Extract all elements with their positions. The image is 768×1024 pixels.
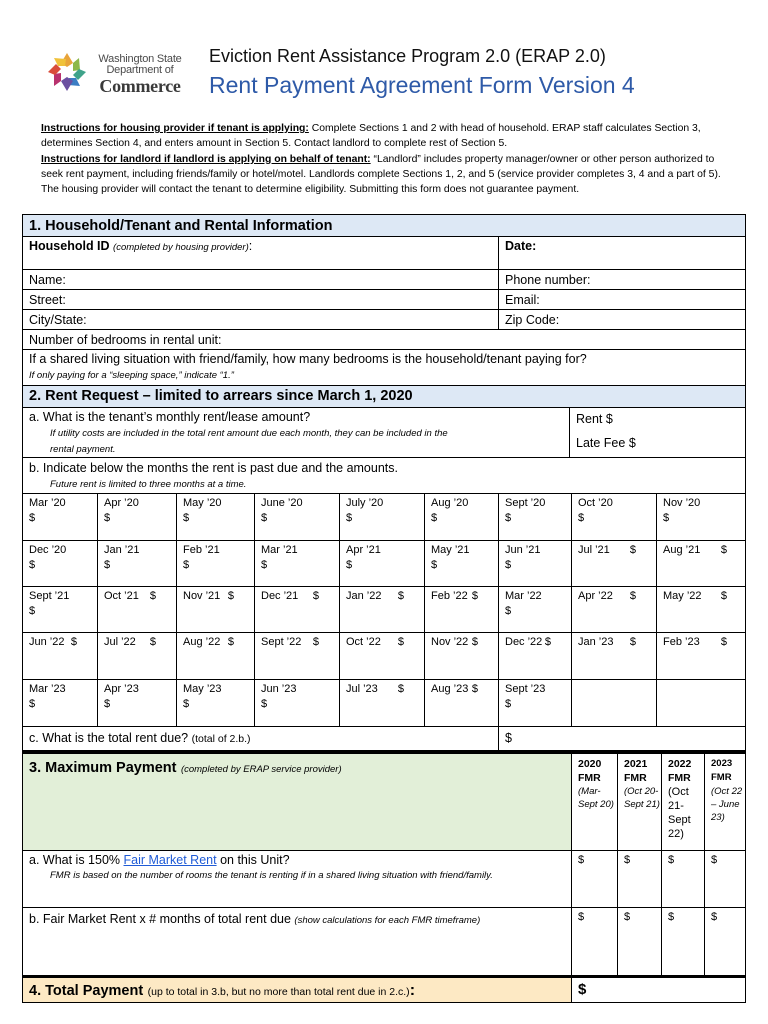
total-rent-question: c. What is the total rent due?: [29, 731, 189, 745]
month-dollar-sign: $: [720, 636, 727, 648]
form-title: Rent Payment Agreement Form Version 4: [209, 72, 635, 98]
month-dollar-sign: $: [312, 590, 319, 602]
month-label: Jan ’21: [104, 544, 140, 556]
month-dollar-sign: $: [505, 698, 512, 710]
fmr-2021-year: 2021: [624, 758, 648, 770]
months-row: [22, 680, 746, 727]
month-amount-field[interactable]: [23, 494, 97, 540]
shared-bedrooms-note: If only paying for a “sleeping space,” indicate “1.”: [29, 370, 234, 381]
logo-line-2: Department of: [106, 64, 174, 76]
fmr-2023-label: FMR: [711, 772, 732, 783]
months-row: [22, 633, 746, 680]
month-dollar-sign: $: [629, 636, 636, 648]
fmr-months-2021-dollar: $: [624, 911, 631, 923]
fmr-150-prefix: a. What is 150%: [29, 853, 124, 867]
month-amount-field[interactable]: [339, 587, 424, 632]
month-amount-field[interactable]: [97, 541, 176, 586]
landlord-instructions-text: “Landlord” includes property manager/owner or other person authorized to seek rent payment, including friends/family or hotel/motel. Landlords complete Sections 1, 2, and 5 (service provider completes 3, 4 and a part of 5). The housing provider will contact the tenant to determine eligibility. Submitting this form does not guarantee payment.: [41, 153, 721, 196]
fmr-2021-period: (Oct 20-Sept 21): [624, 786, 660, 810]
monthly-rent-note-1: If utility costs are included in the total rent amount due each month, they can be included in the: [50, 428, 448, 439]
month-amount-field[interactable]: [339, 541, 424, 586]
logo-wordmark: [90, 54, 190, 95]
month-label: Sept ’23: [505, 683, 546, 695]
month-label: Dec ’20: [29, 544, 67, 556]
month-label: Aug ’23: [431, 683, 469, 695]
month-dollar-sign: $: [629, 590, 636, 602]
month-label: Jul ’21: [578, 544, 610, 556]
month-amount-field[interactable]: [498, 633, 571, 679]
month-label: Mar ’22: [505, 590, 542, 602]
month-amount-field[interactable]: [656, 587, 747, 632]
month-amount-field[interactable]: [498, 541, 571, 586]
month-label: Nov ’21: [183, 590, 221, 602]
landlord-instructions: [41, 152, 731, 198]
month-amount-field[interactable]: [498, 494, 571, 540]
fmr-months-note: (show calculations for each FMR timeframe): [294, 915, 481, 926]
month-label: Oct ’22: [346, 636, 381, 648]
month-dollar-sign: $: [29, 512, 36, 524]
past-due-note: Future rent is limited to three months at a time.: [50, 479, 247, 490]
month-label: Jun ’22: [29, 636, 65, 648]
rent-amount-label: Rent $: [576, 412, 613, 426]
landlord-instructions-lead: Instructions for landlord if landlord is applying on behalf of tenant:: [41, 153, 371, 165]
month-dollar-sign: $: [629, 544, 636, 556]
month-label: Oct ’21: [104, 590, 139, 602]
month-amount-field[interactable]: [656, 541, 747, 586]
past-due-months-header: [22, 458, 746, 494]
month-dollar-sign: $: [70, 636, 77, 648]
fmr-2022-label: FMR: [668, 772, 691, 784]
fmr-150-2021-field[interactable]: [617, 851, 661, 907]
month-label: Sept ’22: [261, 636, 302, 648]
month-label: Feb ’22: [431, 590, 468, 602]
shared-bedrooms-question: If a shared living situation with friend/family, how many bedrooms is the household/tenant paying for?: [29, 352, 587, 366]
fmr-months-2020-dollar: $: [578, 911, 585, 923]
fmr-2022-period: (Oct 21-Sept 22): [668, 786, 691, 840]
month-label: May ’22: [663, 590, 702, 602]
monthly-rent-question-cell: [23, 408, 569, 457]
section2-title: 2. Rent Request – limited to arrears since March 1, 2020: [29, 388, 413, 404]
household-id-field[interactable]: [23, 237, 498, 269]
month-dollar-sign: $: [261, 559, 268, 571]
month-amount-field[interactable]: [23, 633, 97, 679]
month-dollar-sign: $: [578, 512, 585, 524]
month-dollar-sign: $: [471, 683, 478, 695]
month-amount-field[interactable]: [424, 494, 498, 540]
city-row: [22, 310, 746, 330]
month-amount-field[interactable]: [23, 541, 97, 586]
month-dollar-sign: $: [261, 698, 268, 710]
phone-field[interactable]: [498, 270, 747, 289]
section3-header-row: [22, 751, 746, 851]
tenant-instructions-text: Complete Sections 1 and 2 with head of household. ERAP staff calculates Section 3, determines Section 4, and enters amount in Section 5. Contact landlord to complete rest of Section 5.: [41, 123, 701, 150]
email-label: Email:: [505, 293, 540, 307]
month-label: Jul ’22: [104, 636, 136, 648]
section4-colon: :: [409, 982, 416, 999]
month-dollar-sign: $: [183, 559, 190, 571]
month-dollar-sign: $: [104, 559, 111, 571]
month-dollar-sign: $: [29, 605, 36, 617]
tenant-instructions: [41, 121, 731, 152]
month-amount-field[interactable]: [424, 680, 498, 726]
program-title: Eviction Rent Assistance Program 2.0 (ERAP 2.0): [209, 46, 606, 66]
month-dollar-sign: $: [397, 590, 404, 602]
months-row: [22, 541, 746, 587]
month-amount-field[interactable]: [97, 587, 176, 632]
fmr-150-note: FMR is based on the number of rooms the tenant is renting if in a shared living situation with friend/family.: [50, 870, 493, 881]
section3-title-cell: [23, 754, 571, 850]
fmr-150-row: [22, 851, 746, 908]
month-label: Nov ’22: [431, 636, 469, 648]
month-amount-field[interactable]: [571, 494, 656, 540]
fair-market-rent-link[interactable]: Fair Market Rent: [123, 853, 217, 867]
total-rent-dollar: $: [505, 731, 512, 745]
late-fee-label: Late Fee $: [576, 436, 636, 450]
month-dollar-sign: $: [261, 512, 268, 524]
month-label: Apr ’21: [346, 544, 381, 556]
month-amount-field[interactable]: [176, 680, 254, 726]
month-dollar-sign: $: [505, 559, 512, 571]
total-rent-question-cell: [23, 727, 498, 750]
month-amount-field[interactable]: [498, 680, 571, 726]
shared-bedrooms-row[interactable]: [22, 350, 746, 386]
city-state-field[interactable]: [23, 310, 498, 329]
month-dollar-sign: $: [29, 698, 36, 710]
month-label: Jun ’23: [261, 683, 297, 695]
fmr-150-2020-dollar: $: [578, 854, 585, 866]
month-label: Jun ’21: [505, 544, 541, 556]
fmr-150-question-cell: [23, 851, 571, 907]
month-dollar-sign: $: [183, 512, 190, 524]
total-rent-row: [22, 727, 746, 751]
month-dollar-sign: $: [149, 590, 156, 602]
month-amount-field[interactable]: [498, 587, 571, 632]
fmr-months-2023-field[interactable]: [704, 908, 747, 975]
zip-field[interactable]: [498, 310, 747, 329]
section4-row: [22, 978, 746, 1003]
fmr-2022-year: 2022: [668, 758, 692, 770]
month-amount-field[interactable]: [424, 541, 498, 586]
month-label: Jul ’23: [346, 683, 378, 695]
month-label: May ’21: [431, 544, 470, 556]
fmr-months-question: b. Fair Market Rent x # months of total rent due: [29, 912, 291, 926]
month-label: Dec ’21: [261, 590, 299, 602]
month-amount-field[interactable]: [254, 680, 339, 726]
fmr-150-2022-field[interactable]: [661, 851, 704, 907]
total-payment-field[interactable]: [571, 978, 747, 1002]
month-amount-field[interactable]: [254, 494, 339, 540]
household-id-colon: :: [248, 239, 253, 253]
month-dollar-sign: $: [505, 512, 512, 524]
month-dollar-sign: $: [149, 636, 156, 648]
month-label: Oct ’20: [578, 497, 613, 509]
fmr-2023-year: 2023: [711, 758, 733, 769]
month-amount-field[interactable]: [424, 633, 498, 679]
month-amount-field[interactable]: [424, 587, 498, 632]
fmr-months-question-cell: [23, 908, 571, 975]
months-row: [22, 587, 746, 633]
month-label: Apr ’23: [104, 683, 139, 695]
month-label: Mar ’23: [29, 683, 66, 695]
page-header: [0, 0, 768, 118]
month-label: Aug ’21: [663, 544, 701, 556]
month-amount-field[interactable]: [571, 587, 656, 632]
section4-title: 4. Total Payment: [29, 983, 144, 999]
section3-title: 3. Maximum Payment: [29, 760, 177, 776]
month-amount-field[interactable]: [571, 633, 656, 679]
total-rent-amount-field[interactable]: [498, 727, 747, 750]
month-dollar-sign: $: [346, 559, 353, 571]
month-amount-field[interactable]: [23, 680, 97, 726]
monthly-rent-row: [22, 408, 746, 458]
bedrooms-label: Number of bedrooms in rental unit:: [29, 333, 222, 347]
month-label: Feb ’21: [183, 544, 220, 556]
bedrooms-row[interactable]: [22, 330, 746, 350]
household-id-label: Household ID: [29, 239, 110, 253]
month-amount-field[interactable]: [254, 587, 339, 632]
months-row: [22, 494, 746, 541]
month-amount-field[interactable]: [339, 633, 424, 679]
month-dollar-sign: $: [104, 698, 111, 710]
fmr-months-2021-field[interactable]: [617, 908, 661, 975]
fmr-2021-label: FMR: [624, 772, 647, 784]
month-amount-field[interactable]: [176, 494, 254, 540]
fmr-150-2023-dollar: $: [711, 854, 718, 866]
month-label: Apr ’22: [578, 590, 613, 602]
fmr-months-2020-field[interactable]: [571, 908, 617, 975]
month-amount-field[interactable]: [254, 541, 339, 586]
fmr-150-suffix: on this Unit?: [216, 853, 290, 867]
month-amount-field[interactable]: [656, 494, 747, 540]
commerce-logo-icon: [46, 51, 88, 93]
month-amount-field[interactable]: [656, 680, 747, 726]
month-dollar-sign: $: [471, 590, 478, 602]
month-dollar-sign: $: [183, 698, 190, 710]
household-id-row: [22, 237, 746, 270]
month-amount-field[interactable]: [571, 680, 656, 726]
fmr-months-2023-dollar: $: [711, 911, 718, 923]
month-dollar-sign: $: [397, 636, 404, 648]
month-label: Feb ’23: [663, 636, 700, 648]
month-dollar-sign: $: [227, 636, 234, 648]
fmr-months-2022-dollar: $: [668, 911, 675, 923]
logo-line-1: Washington State: [98, 53, 182, 65]
fmr-2020-label: FMR: [578, 772, 601, 784]
street-field[interactable]: [23, 290, 498, 309]
month-label: Sept ’20: [505, 497, 546, 509]
month-amount-field[interactable]: [97, 633, 176, 679]
past-due-question: b. Indicate below the months the rent is past due and the amounts.: [29, 461, 398, 475]
month-label: Mar ’20: [29, 497, 66, 509]
month-label: Nov ’20: [663, 497, 701, 509]
month-amount-field[interactable]: [176, 587, 254, 632]
fmr-2022-header: [661, 754, 704, 850]
month-label: Mar ’21: [261, 544, 298, 556]
fmr-2023-header: [704, 754, 747, 850]
month-amount-field[interactable]: [97, 494, 176, 540]
month-amount-field[interactable]: [339, 494, 424, 540]
city-state-label: City/State:: [29, 313, 87, 327]
month-amount-field[interactable]: [97, 680, 176, 726]
month-dollar-sign: $: [663, 512, 670, 524]
fmr-150-2020-field[interactable]: [571, 851, 617, 907]
month-dollar-sign: $: [346, 512, 353, 524]
email-field[interactable]: [498, 290, 747, 309]
month-label: May ’23: [183, 683, 222, 695]
fmr-2020-year: 2020: [578, 758, 602, 770]
section1-title: 1. Household/Tenant and Rental Information: [29, 218, 333, 234]
month-amount-field[interactable]: [254, 633, 339, 679]
section4-note: (up to total in 3.b, but no more than total rent due in 2.c.): [147, 986, 410, 998]
month-label: May ’20: [183, 497, 222, 509]
month-label: July ’20: [346, 497, 384, 509]
fmr-2021-header: [617, 754, 661, 850]
month-amount-field[interactable]: [339, 680, 424, 726]
month-dollar-sign: $: [312, 636, 319, 648]
fmr-months-row: [22, 908, 746, 978]
instructions: [41, 121, 731, 197]
date-field[interactable]: [498, 237, 747, 269]
section2-header: [22, 386, 746, 408]
month-dollar-sign: $: [720, 590, 727, 602]
fmr-2020-period: (Mar-Sept 20): [578, 786, 614, 810]
month-dollar-sign: $: [397, 683, 404, 695]
street-row: [22, 290, 746, 310]
section1-header: [22, 214, 746, 237]
section3-title-note: (completed by ERAP service provider): [180, 764, 342, 775]
name-row: [22, 270, 746, 290]
month-label: Jan ’22: [346, 590, 382, 602]
month-dollar-sign: $: [431, 512, 438, 524]
monthly-rent-note-2: rental payment.: [50, 444, 116, 455]
street-label: Street:: [29, 293, 66, 307]
month-label: Aug ’22: [183, 636, 221, 648]
month-dollar-sign: $: [29, 559, 36, 571]
monthly-rent-question: a. What is the tenant’s monthly rent/lease amount?: [29, 410, 311, 424]
month-amount-field[interactable]: [176, 633, 254, 679]
zip-label: Zip Code:: [505, 313, 560, 327]
rent-amount-cell[interactable]: [569, 408, 747, 457]
month-dollar-sign: $: [471, 636, 478, 648]
month-amount-field[interactable]: [656, 633, 747, 679]
household-id-note: (completed by housing provider): [113, 242, 249, 253]
month-amount-field[interactable]: [571, 541, 656, 586]
fmr-2023-period: (Oct 22 – June 23): [711, 786, 743, 823]
month-amount-field[interactable]: [23, 587, 97, 632]
month-dollar-sign: $: [544, 636, 551, 648]
month-amount-field[interactable]: [176, 541, 254, 586]
month-label: June ’20: [261, 497, 303, 509]
month-dollar-sign: $: [104, 512, 111, 524]
total-rent-note: (total of 2.b.): [191, 733, 251, 745]
section4-title-cell: [23, 978, 571, 1002]
name-field[interactable]: [23, 270, 498, 289]
month-label: Jan ’23: [578, 636, 614, 648]
month-dollar-sign: $: [505, 605, 512, 617]
logo-line-3: Commerce: [99, 76, 181, 96]
name-label: Name:: [29, 273, 66, 287]
month-dollar-sign: $: [227, 590, 234, 602]
tenant-instructions-lead: Instructions for housing provider if tenant is applying:: [41, 123, 309, 134]
month-dollar-sign: $: [720, 544, 727, 556]
date-label: Date:: [505, 239, 537, 253]
month-dollar-sign: $: [431, 559, 438, 571]
fmr-150-2021-dollar: $: [624, 854, 631, 866]
phone-label: Phone number:: [505, 273, 591, 287]
month-label: Sept ’21: [29, 590, 70, 602]
fmr-150-2023-field[interactable]: [704, 851, 747, 907]
total-payment-dollar: $: [578, 981, 587, 998]
month-label: Dec ’22: [505, 636, 543, 648]
fmr-2020-header: [571, 754, 617, 850]
month-label: Apr ’20: [104, 497, 139, 509]
fmr-months-2022-field[interactable]: [661, 908, 704, 975]
fmr-150-2022-dollar: $: [668, 854, 675, 866]
month-label: Aug ’20: [431, 497, 469, 509]
